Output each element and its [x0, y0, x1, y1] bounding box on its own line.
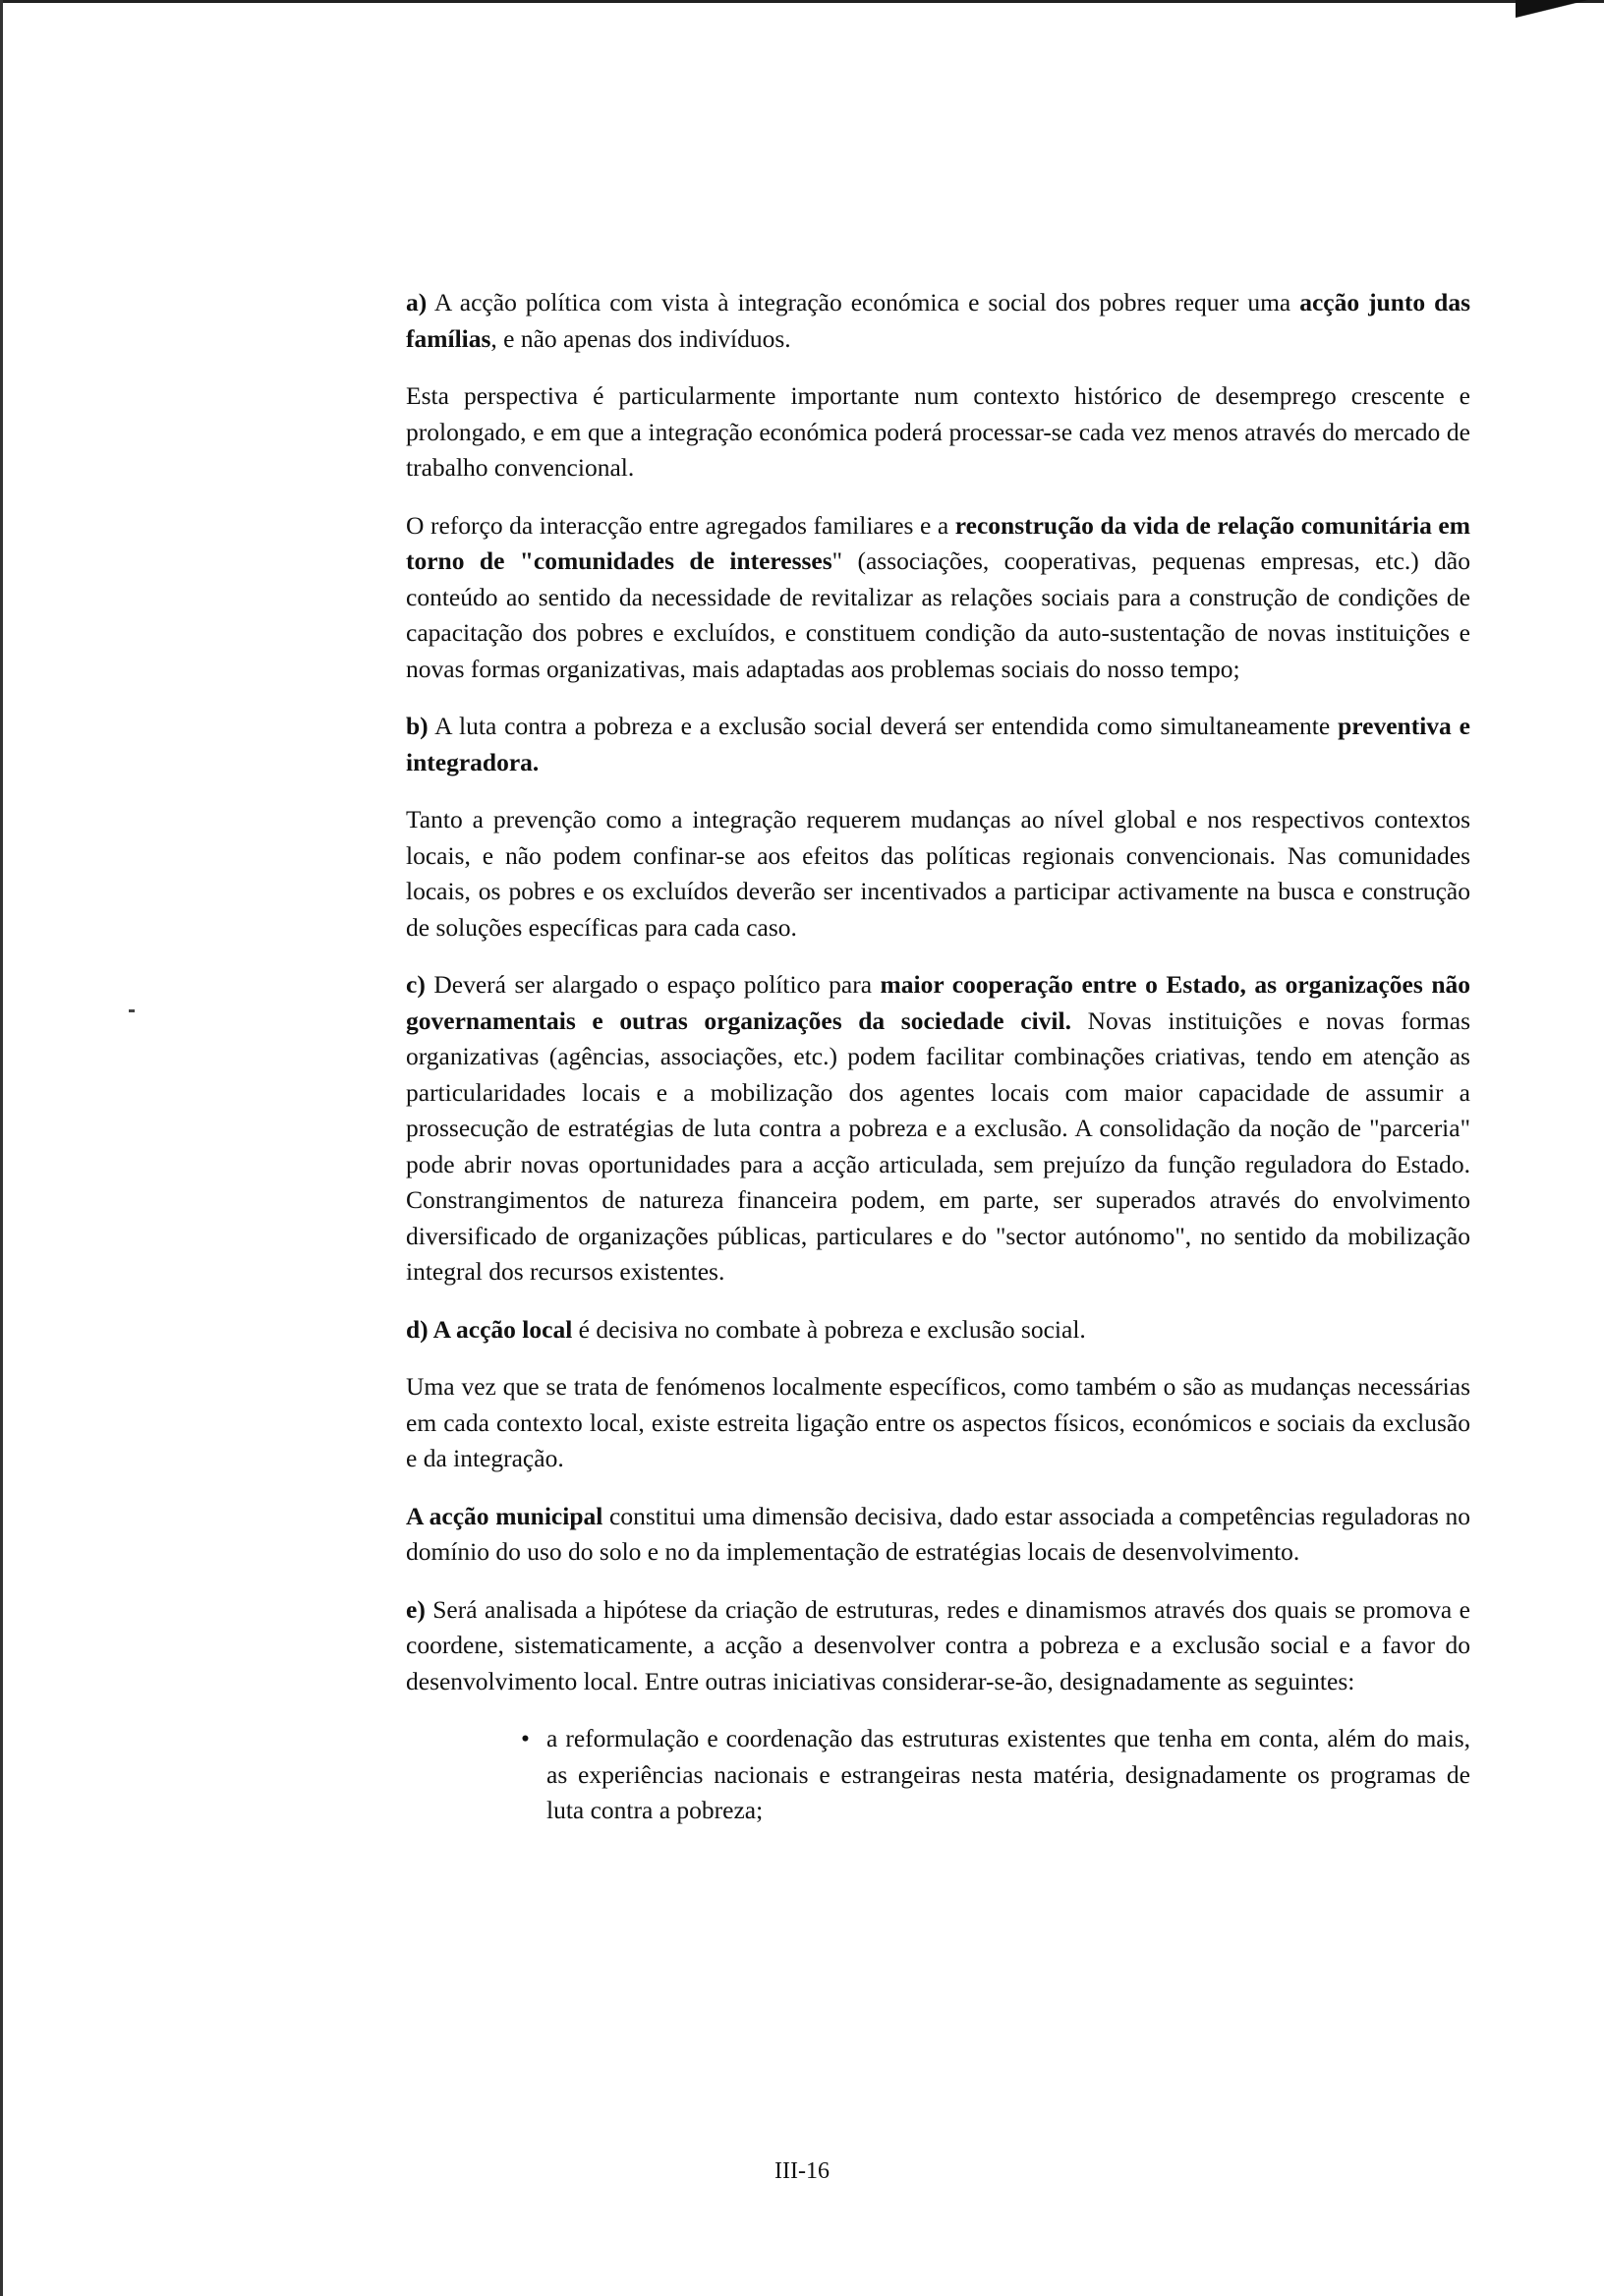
bullet-icon: • — [521, 1724, 530, 1752]
text: " (associações, cooperativas, pequenas empresas, etc.) dão conteúdo ao sentido da necessidade de revitalizar as relações sociais para a construção de condições de capacitação dos pobres e excluídos, e constituem condição da auto-sustentação de novas instituições e novas formas organizativas, mais adaptadas aos problemas sociais do nosso tempo; — [406, 546, 1470, 683]
bold-text: acção junto das famílias — [406, 288, 1470, 353]
paragraph — [406, 802, 1470, 946]
paragraph — [406, 508, 1470, 688]
paragraph — [406, 285, 1470, 357]
bold-text: d) A acção local — [406, 1314, 573, 1344]
paragraph — [406, 1369, 1470, 1477]
document-body — [406, 285, 1470, 1851]
text: A luta contra a pobreza e a exclusão social deverá ser entendida como simultaneamente — [428, 712, 1339, 740]
text: Deverá ser alargado o espaço político para — [425, 970, 881, 999]
text: Uma vez que se trata de fenómenos localmente específicos, como também o são as mudanças necessárias em cada contexto local, existe estreita ligação entre os aspectos físicos, económicos e sociais da exclusão e da integração. — [406, 1372, 1470, 1472]
text: Será analisada a hipótese da criação de estruturas, redes e dinamismos através dos quais se promova e coordene, sistematicamente, a acção a desenvolver contra a pobreza e a exclusão social e a favor do desenvolvimento local. Entre outras iniciativas considerar-se-ão, designadamente as seguintes: — [406, 1594, 1470, 1695]
bold-text: e) — [406, 1594, 426, 1624]
text: é decisiva no combate à pobreza e exclusão social. — [572, 1314, 1086, 1344]
paragraphs — [406, 285, 1470, 1699]
text: O reforço da interacção entre agregados familiares e a — [406, 510, 955, 540]
bullet-item — [521, 1721, 1470, 1829]
page-number: III-16 — [774, 2158, 830, 2184]
scan-speck — [129, 1009, 135, 1012]
paragraph — [406, 1312, 1470, 1349]
scan-corner-mark — [1516, 0, 1604, 22]
paragraph — [406, 1499, 1470, 1571]
text: Novas instituições e novas formas organizativas (agências, associações, etc.) podem facilitar combinações criativas, tendo em atenção as particularidades locais e a mobilização dos agentes locais com maior capacidade de assumir a prossecução de estratégias de luta contra a pobreza e a exclusão. A consolidação da noção de "parceria" pode abrir novas oportunidades para a acção articulada, sem prejuízo da função reguladora do Estado. Constrangimentos de natureza financeira podem, em parte, ser superados através do envolvimento diversificado de organizações públicas, particulares e do "sector autónomo", no sentido da mobilização integral dos recursos existentes. — [406, 1005, 1470, 1286]
text: , e não apenas dos indivíduos. — [490, 323, 791, 353]
text: Tanto a prevenção como a integração requerem mudanças ao nível global e nos respectivos contextos locais, e não podem confinar-se aos efeitos das políticas regionais convencionais. Nas comunidades locais, os pobres e os excluídos deverão ser incentivados a participar activamente na busca e construção de soluções específicas para cada caso. — [406, 805, 1470, 942]
paragraph — [406, 378, 1470, 487]
bold-text: preventiva e integradora. — [406, 712, 1470, 776]
bold-text: a) — [406, 288, 428, 316]
bold-text: A acção municipal — [406, 1501, 603, 1530]
text: Esta perspectiva é particularmente importante num contexto histórico de desemprego crescente e prolongado, e em que a integração económica poderá processar-se cada vez menos através do mercado de trabalho convencional. — [406, 381, 1470, 482]
paragraph — [406, 1592, 1470, 1700]
bullet-list — [406, 1721, 1470, 1829]
bold-text: maior cooperação entre o Estado, as organizações não governamentais e outras organizações da sociedade civil. — [406, 970, 1471, 1035]
text: A acção política com vista à integração económica e social dos pobres requer uma — [427, 288, 1300, 316]
paragraph — [406, 967, 1470, 1291]
bold-text: b) — [406, 712, 429, 740]
bullet-text: a reformulação e coordenação das estruturas existentes que tenha em conta, além do mais, as experiências nacionais e estrangeiras nesta matéria, designadamente os programas de luta contra a pobreza; — [546, 1724, 1470, 1824]
bold-text: c) — [406, 970, 426, 999]
paragraph — [406, 709, 1470, 780]
text: constitui uma dimensão decisiva, dado estar associada a competências reguladoras no domínio do uso do solo e no da implementação de estratégias locais de desenvolvimento. — [406, 1501, 1470, 1566]
bold-text: reconstrução da vida de relação comunitária em torno de "comunidades de interesses — [406, 510, 1470, 575]
scan-top-edge — [0, 0, 1604, 3]
scan-left-edge — [0, 0, 3, 2296]
